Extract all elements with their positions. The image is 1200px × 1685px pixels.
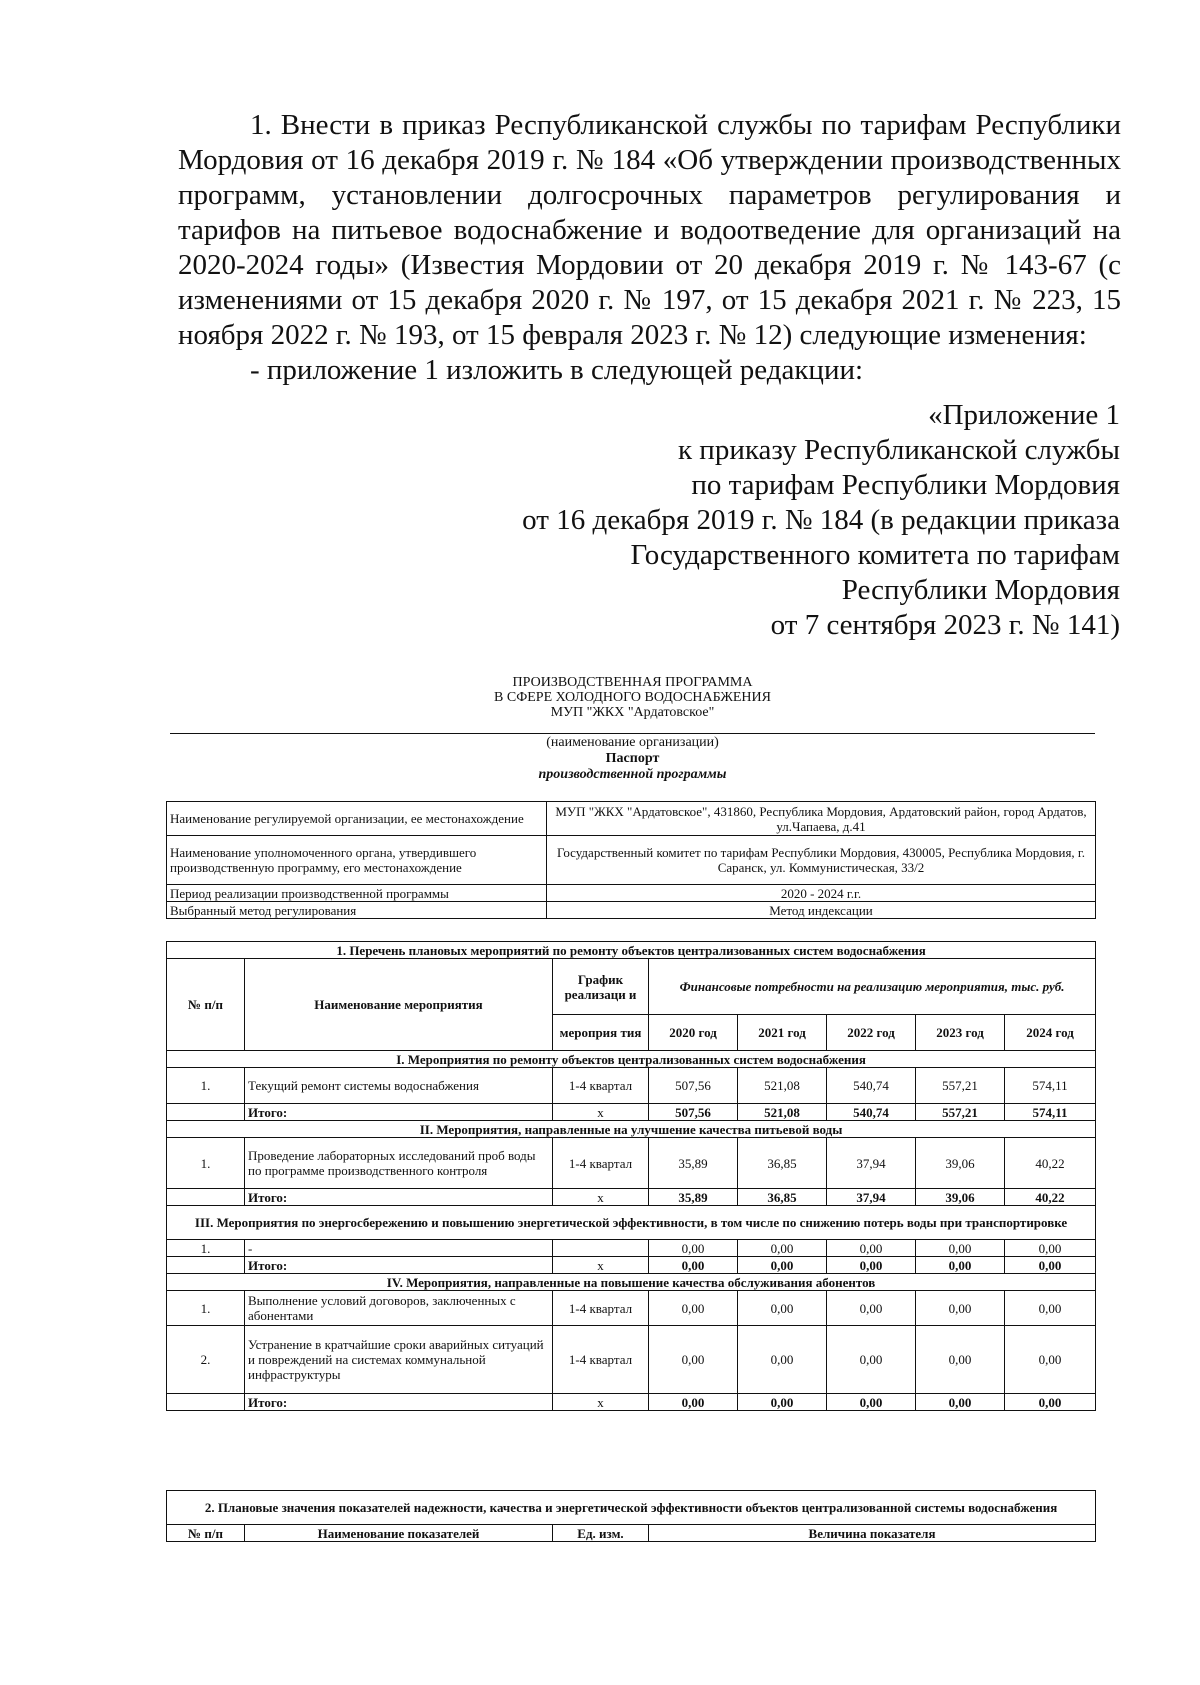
row-num: 1. xyxy=(167,1138,245,1189)
total-value: 40,22 xyxy=(1005,1189,1096,1206)
passport-label: Наименование уполномоченного органа, утвердившего производственную программу, его местонахождение xyxy=(167,836,547,885)
intro-item: - приложение 1 изложить в следующей редакции: xyxy=(250,354,864,386)
row-value: 540,74 xyxy=(827,1068,916,1104)
header-year: 2023 год xyxy=(916,1015,1005,1051)
organization-name: МУП "ЖКХ "Ардатовское" xyxy=(550,705,715,720)
row-schedule: 1-4 квартал xyxy=(553,1291,649,1326)
passport-subtitle: производственной программы xyxy=(538,767,727,782)
section-row xyxy=(167,1051,1096,1068)
appendix-line: от 16 декабря 2019 г. № 184 (в редакции приказа xyxy=(522,504,1120,536)
total-x: х xyxy=(553,1394,649,1411)
row-value: 521,08 xyxy=(738,1068,827,1104)
total-value: 0,00 xyxy=(738,1257,827,1274)
header-unit: Ед. изм. xyxy=(553,1525,649,1542)
total-label: Итого: xyxy=(245,1104,553,1121)
passport-value: Государственный комитет по тарифам Республики Мордовия, 430005, Республика Мордовия, г. Саранск, ул. Коммунистическая, 33/2 xyxy=(547,836,1096,885)
section-title: III. Мероприятия по энергосбережению и повышению энергетической эффективности, в том числе по снижению потерь воды при транспортировке xyxy=(167,1206,1096,1240)
row-schedule: 1-4 квартал xyxy=(553,1068,649,1104)
table-row xyxy=(167,942,1096,959)
total-label: Итого: xyxy=(245,1189,553,1206)
appendix-line: Республики Мордовия xyxy=(841,574,1120,606)
row-value: 36,85 xyxy=(738,1138,827,1189)
appendix-line: к приказу Республиканской службы xyxy=(677,434,1120,466)
row-schedule xyxy=(553,1240,649,1257)
empty-cell xyxy=(167,1104,245,1121)
appendix-line: по тарифам Республики Мордовия xyxy=(691,469,1120,501)
table-row xyxy=(167,885,1096,902)
row-value: 37,94 xyxy=(827,1138,916,1189)
total-x: х xyxy=(553,1257,649,1274)
header-finance: Финансовые потребности на реализацию мероприятия, тыс. руб. xyxy=(649,959,1096,1015)
row-value: 0,00 xyxy=(916,1291,1005,1326)
row-value: 0,00 xyxy=(827,1240,916,1257)
header-year: 2020 год xyxy=(649,1015,738,1051)
table-row xyxy=(167,802,1096,836)
row-value: 0,00 xyxy=(827,1326,916,1394)
section-title: IV. Мероприятия, направленные на повышение качества обслуживания абонентов xyxy=(167,1274,1096,1291)
row-value: 0,00 xyxy=(738,1291,827,1326)
row-value: 507,56 xyxy=(649,1068,738,1104)
row-name: Проведение лабораторных исследований проб воды по программе производственного контроля xyxy=(245,1138,553,1189)
row-name: Выполнение условий договоров, заключенных с абонентами xyxy=(245,1291,553,1326)
total-value: 0,00 xyxy=(738,1394,827,1411)
passport-value: 2020 - 2024 г.г. xyxy=(547,885,1096,902)
empty-cell xyxy=(167,1257,245,1274)
appendix-line: от 7 сентября 2023 г. № 141) xyxy=(770,609,1120,641)
program-title-line: ПРОИЗВОДСТВЕННАЯ ПРОГРАММА xyxy=(512,675,753,690)
program-title xyxy=(170,675,1095,720)
row-schedule: 1-4 квартал xyxy=(553,1326,649,1394)
organization-caption: (наименование организации) xyxy=(546,735,719,750)
row-name: - xyxy=(245,1240,553,1257)
total-value: 39,06 xyxy=(916,1189,1005,1206)
appendix-line: Государственного комитета по тарифам xyxy=(630,539,1120,571)
passport-title: Паспорт xyxy=(605,751,660,766)
total-value: 0,00 xyxy=(649,1394,738,1411)
table-row xyxy=(167,1068,1096,1104)
total-value: 0,00 xyxy=(827,1257,916,1274)
header-num: № п/п xyxy=(167,959,245,1051)
total-row xyxy=(167,1104,1096,1121)
header-year: 2024 год xyxy=(1005,1015,1096,1051)
total-x: х xyxy=(553,1189,649,1206)
indicators-table xyxy=(166,1490,1096,1542)
row-value: 0,00 xyxy=(649,1326,738,1394)
indicators-title: 2. Плановые значения показателей надежности, качества и энергетической эффективности объектов централизованной системы водоснабжения xyxy=(167,1491,1096,1525)
section-row xyxy=(167,1206,1096,1240)
passport-table xyxy=(166,801,1096,919)
passport-label: Наименование регулируемой организации, ее местонахождение xyxy=(167,802,547,836)
program-title-line: В СФЕРЕ ХОЛОДНОГО ВОДОСНАБЖЕНИЯ xyxy=(494,690,771,705)
header-num: № п/п xyxy=(167,1525,245,1542)
row-num: 2. xyxy=(167,1326,245,1394)
total-x: х xyxy=(553,1104,649,1121)
total-value: 540,74 xyxy=(827,1104,916,1121)
table-header-row xyxy=(167,1525,1096,1542)
header-year: 2021 год xyxy=(738,1015,827,1051)
row-value: 35,89 xyxy=(649,1138,738,1189)
passport-heading xyxy=(170,735,1095,783)
row-num: 1. xyxy=(167,1068,245,1104)
row-value: 40,22 xyxy=(1005,1138,1096,1189)
section-row xyxy=(167,1121,1096,1138)
total-label: Итого: xyxy=(245,1394,553,1411)
row-value: 0,00 xyxy=(1005,1240,1096,1257)
header-indicator-name: Наименование показателей xyxy=(245,1525,553,1542)
row-value: 39,06 xyxy=(916,1138,1005,1189)
row-value: 0,00 xyxy=(738,1326,827,1394)
measures-table xyxy=(166,941,1096,1411)
section-title: II. Мероприятия, направленные на улучшение качества питьевой воды xyxy=(167,1121,1096,1138)
total-label: Итого: xyxy=(245,1257,553,1274)
row-value: 0,00 xyxy=(827,1291,916,1326)
total-value: 507,56 xyxy=(649,1104,738,1121)
appendix-line: «Приложение 1 xyxy=(928,399,1120,431)
total-value: 36,85 xyxy=(738,1189,827,1206)
total-value: 521,08 xyxy=(738,1104,827,1121)
table-row xyxy=(167,1240,1096,1257)
row-name: Устранение в кратчайшие сроки аварийных ситуаций и повреждений на системах коммунальной инфраструктуры xyxy=(245,1326,553,1394)
row-value: 0,00 xyxy=(649,1240,738,1257)
table-row xyxy=(167,902,1096,919)
total-value: 0,00 xyxy=(827,1394,916,1411)
passport-value: Метод индексации xyxy=(547,902,1096,919)
intro-text xyxy=(178,108,1121,388)
row-value: 557,21 xyxy=(916,1068,1005,1104)
total-row xyxy=(167,1189,1096,1206)
total-value: 574,11 xyxy=(1005,1104,1096,1121)
row-num: 1. xyxy=(167,1240,245,1257)
header-schedule: мероприя тия xyxy=(553,1015,649,1051)
intro-paragraph: 1. Внести в приказ Республиканской службы по тарифам Республики Мордовия от 16 декабря 2019 г. № 184 «Об утверждении производственных программ, установлении долгосрочных параметров регулирования и тарифов на питьевое водоснабжение и водоотведение для организаций на 2020-2024 годы» (Известия Мордовии от 20 декабря 2019 г. № 143-67 (с изменениями от 15 декабря 2020 г. № 197, от 15 декабря 2021 г. № 223, 15 ноября 2022 г. № 193, от 15 февраля 2023 г. № 12) следующие изменения: xyxy=(178,109,1121,351)
total-row xyxy=(167,1257,1096,1274)
row-value: 0,00 xyxy=(649,1291,738,1326)
table-header-row xyxy=(167,959,1096,1015)
total-value: 35,89 xyxy=(649,1189,738,1206)
row-value: 0,00 xyxy=(916,1240,1005,1257)
passport-label: Период реализации производственной программы xyxy=(167,885,547,902)
header-indicator-value: Величина показателя xyxy=(649,1525,1096,1542)
row-schedule: 1-4 квартал xyxy=(553,1138,649,1189)
total-value: 0,00 xyxy=(649,1257,738,1274)
total-value: 0,00 xyxy=(916,1257,1005,1274)
header-name: Наименование мероприятия xyxy=(245,959,553,1051)
row-value: 0,00 xyxy=(1005,1291,1096,1326)
appendix-header xyxy=(480,398,1120,643)
passport-label: Выбранный метод регулирования xyxy=(167,902,547,919)
table-row xyxy=(167,1326,1096,1394)
total-value: 0,00 xyxy=(1005,1394,1096,1411)
table-row xyxy=(167,1138,1096,1189)
organization-underline xyxy=(170,733,1095,734)
table-row xyxy=(167,836,1096,885)
header-year: 2022 год xyxy=(827,1015,916,1051)
total-row xyxy=(167,1394,1096,1411)
total-value: 0,00 xyxy=(1005,1257,1096,1274)
total-value: 557,21 xyxy=(916,1104,1005,1121)
row-value: 0,00 xyxy=(916,1326,1005,1394)
section-row xyxy=(167,1274,1096,1291)
total-value: 37,94 xyxy=(827,1189,916,1206)
passport-value: МУП "ЖКХ "Ардатовское", 431860, Республика Мордовия, Ардатовский район, город Ардатов, ул.Чапаева, д.41 xyxy=(547,802,1096,836)
measures-title: 1. Перечень плановых мероприятий по ремонту объектов централизованных систем водоснабжения xyxy=(167,942,1096,959)
header-schedule: График реализаци и xyxy=(553,959,649,1015)
table-row xyxy=(167,1491,1096,1525)
row-name: Текущий ремонт системы водоснабжения xyxy=(245,1068,553,1104)
table-row xyxy=(167,1291,1096,1326)
row-value: 0,00 xyxy=(738,1240,827,1257)
empty-cell xyxy=(167,1189,245,1206)
row-value: 0,00 xyxy=(1005,1326,1096,1394)
row-value: 574,11 xyxy=(1005,1068,1096,1104)
row-num: 1. xyxy=(167,1291,245,1326)
empty-cell xyxy=(167,1394,245,1411)
total-value: 0,00 xyxy=(916,1394,1005,1411)
section-title: I. Мероприятия по ремонту объектов централизованных систем водоснабжения xyxy=(167,1051,1096,1068)
